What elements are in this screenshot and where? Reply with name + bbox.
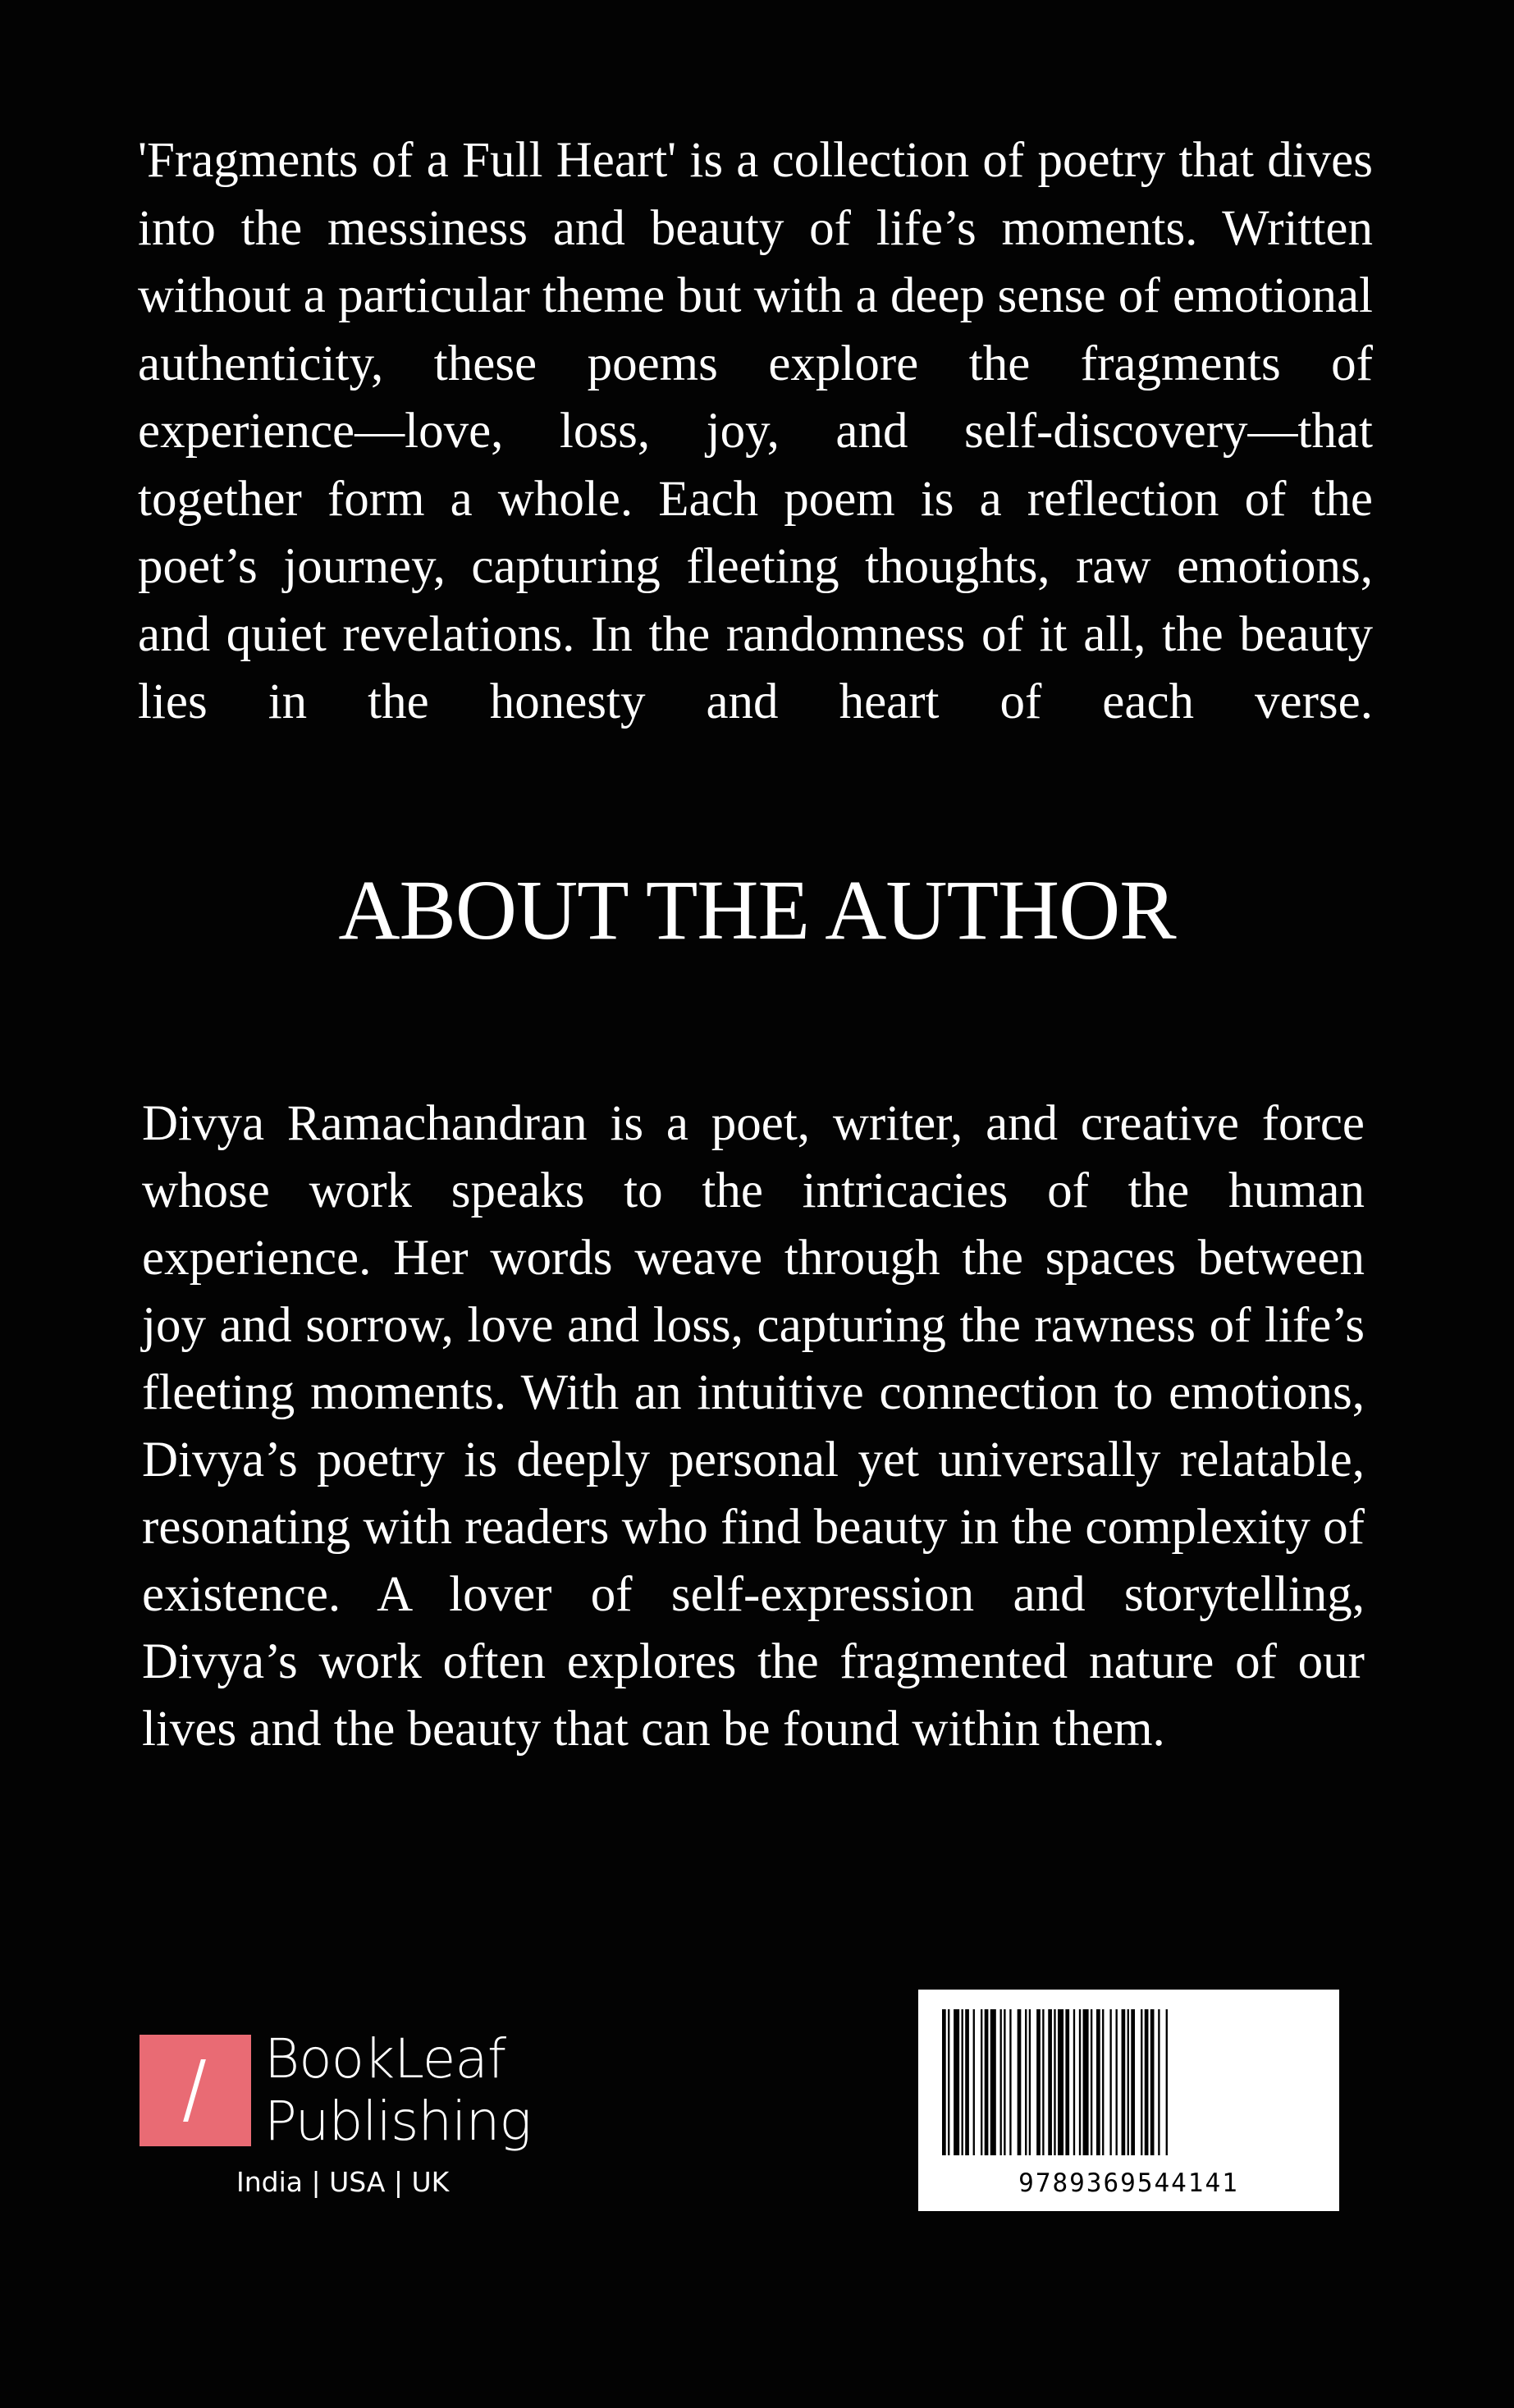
barcode-bar: [1073, 2009, 1075, 2155]
barcode-bar: [981, 2009, 982, 2155]
barcode-bar: [1042, 2009, 1044, 2155]
barcode-bar: [962, 2009, 963, 2155]
barcode-icon: [940, 2009, 1317, 2170]
barcode-bar: [1018, 2009, 1022, 2155]
barcode-bar: [1127, 2009, 1129, 2155]
barcode-bar: [1079, 2009, 1081, 2155]
barcode-bar: [1000, 2009, 1002, 2155]
barcode-bar: [1054, 2009, 1055, 2155]
barcode-bar: [1102, 2009, 1104, 2155]
barcode-bar: [1158, 2009, 1160, 2155]
barcode-bar: [965, 2009, 969, 2155]
barcode-bar: [1166, 2009, 1168, 2155]
barcode-bar: [954, 2009, 959, 2155]
barcode-bar: [1150, 2009, 1155, 2155]
publisher-name-line2: Publishing: [264, 2090, 532, 2153]
barcode-bar: [942, 2009, 946, 2155]
barcode-bar: [1109, 2009, 1111, 2155]
barcode-bar: [973, 2009, 975, 2155]
barcode-bar: [948, 2009, 949, 2155]
barcode-bar: [985, 2009, 989, 2155]
barcode-bar: [1036, 2009, 1041, 2155]
author-bio: Divya Ramachandran is a poet, writer, and creative force whose work speaks to the intricacies of the human experience. Her words weave through the spaces between joy and sorrow, love and loss, capturing the rawness of life’s fleeting moments. With an intuitive connection to emotions, Divya’s poetry is deeply personal yet universally relatable, resonating with readers who find beauty in the complexity of existence. A lover of self-expression and storytelling, Divya’s work often explores the fragmented nature of our lives and the beauty that can be found within them.: [142, 1096, 1365, 1757]
publisher-regions: India | USA | UK: [236, 2166, 450, 2198]
barcode-bar: [1083, 2009, 1089, 2155]
isbn-number: 9789369544141: [1018, 2168, 1239, 2198]
publisher-name-line1: BookLeaf: [264, 2027, 506, 2090]
slash-logo-icon: [140, 2035, 251, 2146]
isbn-barcode: [918, 1990, 1339, 2211]
barcode-bar: [1116, 2009, 1118, 2155]
barcode-bar: [1048, 2009, 1052, 2155]
barcode-bar: [1058, 2009, 1063, 2155]
publisher-name: [264, 2028, 531, 2153]
barcode-bar: [1141, 2009, 1142, 2155]
barcode-bar: [990, 2009, 996, 2155]
barcode-bar: [1145, 2009, 1149, 2155]
barcode-bar: [1009, 2009, 1011, 2155]
barcode-bar: [1029, 2009, 1031, 2155]
barcode-bar: [1131, 2009, 1135, 2155]
publisher-logo: [140, 2027, 566, 2215]
logo-slash: [183, 2059, 206, 2122]
book-blurb: 'Fragments of a Full Heart' is a collection of poetry that dives into the messiness and beauty of life’s moments. Written without a particular theme but with a deep sense of emotional authenticity, these poems explore the fragments of experience—love, loss, joy, and self-discovery—that together form a whole. Each poem is a reflection of the poet’s journey, capturing fleeting thoughts, raw emotions, and quiet revelations. In the randomness of it all, the beauty lies in the honesty and heart of each verse.: [138, 133, 1373, 729]
barcode-bar: [1004, 2009, 1005, 2155]
barcode-bar: [1122, 2009, 1126, 2155]
barcode-bar: [1025, 2009, 1027, 2155]
barcode-bar: [1096, 2009, 1100, 2155]
barcode-bar: [1065, 2009, 1069, 2155]
barcode-bar: [1091, 2009, 1092, 2155]
about-author-heading: ABOUT THE AUTHOR: [338, 863, 1176, 957]
